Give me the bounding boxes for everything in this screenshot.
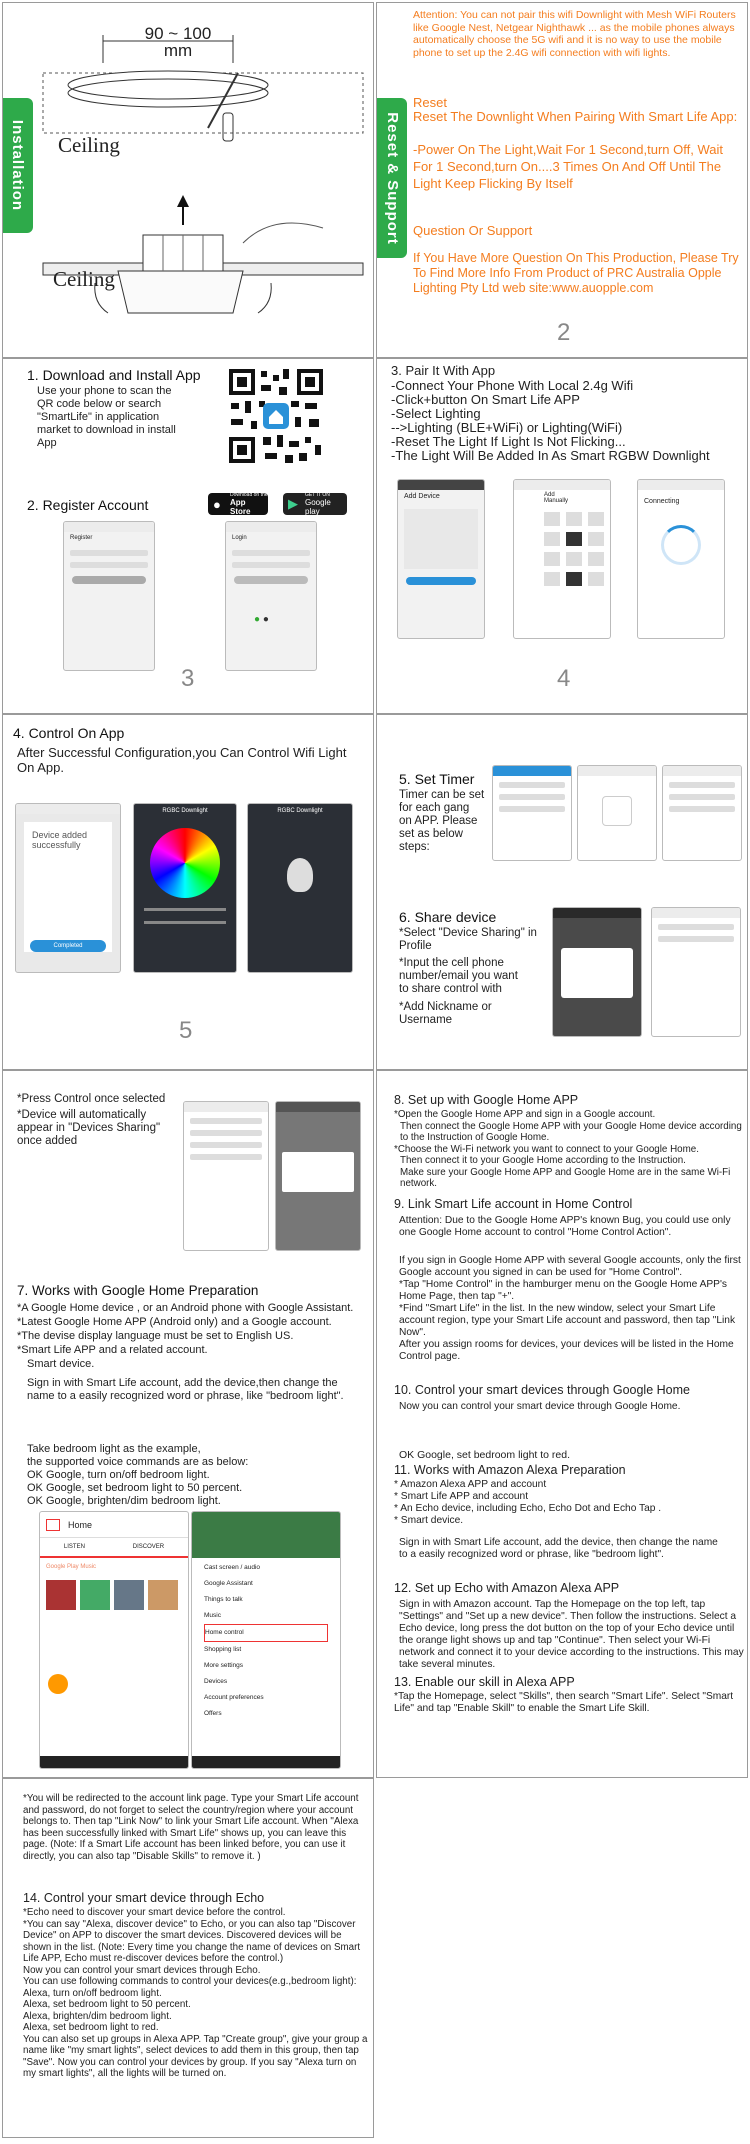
timer-screen-2 bbox=[577, 765, 657, 861]
timer-screen-1 bbox=[492, 765, 572, 861]
auto-appear-note: *Device will automatically appear in "Devices Sharing" once added bbox=[17, 1109, 161, 1147]
share-screen-2 bbox=[651, 907, 741, 1037]
apple-icon: ● bbox=[213, 497, 221, 512]
add-manually-screen: Add Manually bbox=[513, 479, 611, 639]
s9-attention: Attention: Due to the Google Home APP's known Bug, you could use only one Google Home account to control "Home Control Action". bbox=[399, 1215, 731, 1238]
s11-sign-in: Sign in with Smart Life account, add the device, then change the name to a easily recognized word or phrase, like "bedroom light". bbox=[399, 1537, 718, 1560]
installation-diagram bbox=[33, 13, 373, 353]
progress-ring bbox=[661, 525, 701, 565]
share-step-2: *Input the cell phone number/email you want to share control with bbox=[399, 957, 518, 995]
menu-icon[interactable] bbox=[46, 1519, 60, 1531]
voice-commands-example: Take bedroom light as the example, the supported voice commands are as below: OK Google, turn on/off bedroom light. OK Google, set bedroom light to 50 percent. OK Google, brighten/dim bedroom light. bbox=[27, 1443, 249, 1507]
pair-panel bbox=[376, 358, 748, 714]
tab-discover[interactable]: DISCOVER bbox=[132, 1544, 165, 1550]
page-number: 3 bbox=[181, 665, 195, 692]
page-number: 2 bbox=[557, 319, 571, 346]
control-desc: After Successful Configuration,you Can Control Wifi Light On App. bbox=[17, 745, 347, 775]
bulb-icon bbox=[287, 858, 313, 892]
menu-item-assistant[interactable]: Google Assistant bbox=[204, 1580, 253, 1587]
s12-body: Sign in with Amazon account. Tap the Homepage on the top left, tap "Settings" and "Set up a new device". Then follow the instructions. Select a Echo device, long press the dot button on the top of your Echo device until the orange light shows up and tap "Continue". Then select your Wi-Fi network and connect it to your device according to the instructions. This may take several minutes. bbox=[399, 1599, 744, 1670]
s13-title: 13. Enable our skill in Alexa APP bbox=[394, 1675, 575, 1689]
gh-sign-in: Sign in with Smart Life account, add the device,then change the name to a easily recognized word or phrase, like "bedroom light". bbox=[27, 1377, 344, 1402]
s11-list: * Amazon Alexa APP and account * Smart Life APP and account * An Echo device, including Echo, Echo Dot and Echo Tap . * Smart device. bbox=[394, 1479, 662, 1526]
google-play-badge[interactable]: ▶ GET IT ON Google play bbox=[283, 493, 347, 515]
download-title: 1. Download and Install App bbox=[27, 367, 201, 383]
menu-item-things[interactable]: Things to talk bbox=[204, 1596, 243, 1603]
reset-support-tab: Reset & Support bbox=[377, 98, 407, 258]
color-wheel[interactable] bbox=[150, 828, 220, 898]
pair-title: 3. Pair It With App bbox=[391, 363, 496, 378]
timer-share-panel bbox=[376, 714, 748, 1070]
menu-item-music[interactable]: Music bbox=[204, 1612, 221, 1619]
question-title: Question Or Support bbox=[413, 223, 533, 238]
s14-body: *Echo need to discover your smart device before the control. *You can say "Alexa, discover device" to Echo, or you can also tap "Discover Device" on APP to discover the smart devices. Discovered devices will be shown in the list. (Note: Every time you change the name of devices on Smart Life APP, Echo must re-discover devices before the control.) Now you can control your smart devices through Echo. You can use following commands to control your devices(e.g.,bedroom light): Alexa, turn on/off bedroom light. Alexa, set bedroom light to 50 percent. Alexa, brighten/dim bedroom light. Alexa, set bedroom light to red. You can also set up groups in Alexa APP. Tap "Create group", give your group a name like "my smart lights", select devices to add them in this group, then tap "Save". Now you can control your devices by group. If you say "Alexa turn on my smart lights", all the lights will be turned on. bbox=[23, 1907, 368, 2079]
register-title: 2. Register Account bbox=[27, 497, 149, 513]
device-added-screen: Device added successfully Completed bbox=[15, 803, 121, 973]
menu-item-home-control[interactable]: Home control bbox=[204, 1624, 328, 1642]
sharing-screen-1 bbox=[183, 1101, 269, 1251]
attention-note: Attention: You can not pair this wifi Downlight with Mesh WiFi Routers like Google Nest, Netgear Nighthawk ... as the mobile phones always automatically choose the 5G wifi and it is no way to use the mobile phone to set up the 2.4G wifi connection with wifi lights. bbox=[413, 9, 736, 59]
ok-google-example: OK Google, set bedroom light to red. bbox=[399, 1449, 571, 1461]
google-home-screen: Home LISTEN DISCOVER Google Play Music bbox=[39, 1511, 189, 1769]
wechat-icon: ● ● bbox=[254, 614, 269, 625]
menu-item-devices[interactable]: Devices bbox=[204, 1678, 228, 1685]
gh-prep-title: 7. Works with Google Home Preparation bbox=[17, 1283, 259, 1298]
share-step-1: *Select "Device Sharing" in Profile bbox=[399, 927, 537, 952]
google-home-prep-panel bbox=[2, 1070, 374, 1778]
s8-steps: *Open the Google Home APP and sign in a Google account. Then connect the Google Home APP with your Google Home device according to the Instruction of Google Home. *Choose the Wi-Fi network you want to connect to your Google Home. Then connect it to your Google Home according to the Instruction. Make sure your Google Home APP and Google Home are in the same Wi-Fi network. bbox=[394, 1109, 742, 1189]
share-screen-1 bbox=[552, 907, 642, 1037]
gh-prep-list: *A Google Home device , or an Android phone with Google Assistant. *Latest Google Home APP (Android only) and a Google account. *The devise display language must be set to English US. *Smart Life APP and a related account. Smart device. bbox=[17, 1302, 354, 1370]
white-light-screen: RGBC Downlight bbox=[247, 803, 353, 973]
sharing-screen-2 bbox=[275, 1101, 361, 1251]
menu-item-cast[interactable]: Cast screen / audio bbox=[204, 1564, 261, 1571]
add-device-screen: Add Device bbox=[397, 479, 485, 639]
page-number: 4 bbox=[557, 665, 571, 692]
echo-control-panel bbox=[2, 1778, 374, 2138]
page-number: 5 bbox=[179, 1017, 193, 1044]
timer-title: 5. Set Timer bbox=[399, 771, 475, 787]
reset-steps: -Power On The Light,Wait For 1 Second,turn Off, Wait For 1 Second,turn On....3 Times On And Off Until The Light Keep Flicking By Itself bbox=[413, 142, 723, 191]
ceiling-label-bottom: Ceiling bbox=[53, 267, 115, 291]
installation-tab: Installation bbox=[3, 98, 33, 233]
installation-panel bbox=[2, 2, 374, 358]
reset-support-panel bbox=[376, 2, 748, 358]
qr-code[interactable] bbox=[225, 365, 327, 467]
timer-screen-3 bbox=[662, 765, 742, 861]
question-body: If You Have More Question On This Production, Please Try To Find More Info From Product of PRC Australia Opple Lighting Pty Ltd web site:www.auopple.com bbox=[413, 251, 739, 295]
s9-steps: If you sign in Google Home APP with several Google accounts, only the first Google account you signed in can be used for "Home Control". *Tap "Home Control" in the hamburger menu on the Google Home APP's Home Page, then tap "+". *Find "Smart Life" in the list. In the new window, select your Smart Life account region, type your Smart Life account and password, then tap "Link Now". After you assign rooms for devices, your devices will be listed in the Home Control page. bbox=[399, 1255, 741, 1362]
color-wheel-screen: RGBC Downlight bbox=[133, 803, 237, 973]
s10-title: 10. Control your smart devices through Google Home bbox=[394, 1383, 690, 1397]
menu-item-account[interactable]: Account preferences bbox=[204, 1694, 264, 1701]
login-screen: Login ● ● bbox=[225, 521, 317, 671]
google-home-menu-screen bbox=[191, 1511, 341, 1769]
dimension-label: 90 ~ 100 mm bbox=[144, 24, 212, 60]
google-alexa-setup-panel bbox=[376, 1070, 748, 1778]
share-title: 6. Share device bbox=[399, 909, 497, 925]
app-store-badge[interactable]: ● Download on the App Store bbox=[208, 493, 268, 515]
reset-subtitle: Reset The Downlight When Pairing With Smart Life App: bbox=[413, 109, 738, 124]
ceiling-label-top: Ceiling bbox=[58, 133, 120, 157]
register-screen: Register bbox=[63, 521, 155, 671]
download-desc: Use your phone to scan the QR code below or search "SmartLife" in application market to download in install App bbox=[37, 385, 176, 449]
share-step-3: *Add Nickname or Username bbox=[399, 1001, 492, 1026]
press-control-note: *Press Control once selected bbox=[17, 1093, 166, 1105]
s11-title: 11. Works with Amazon Alexa Preparation bbox=[394, 1463, 626, 1477]
s9-title: 9. Link Smart Life account in Home Control bbox=[394, 1197, 633, 1211]
s8-title: 8. Set up with Google Home APP bbox=[394, 1093, 579, 1107]
s12-title: 12. Set up Echo with Amazon Alexa APP bbox=[394, 1581, 620, 1595]
s14-title: 14. Control your smart device through Echo bbox=[23, 1891, 265, 1905]
menu-item-shopping[interactable]: Shopping list bbox=[204, 1646, 242, 1653]
completed-button[interactable]: Completed bbox=[30, 940, 106, 952]
pair-steps: -Connect Your Phone With Local 2.4g Wifi -Click+button On Smart Life APP -Select Lighting -->Lighting (BLE+WiFi) or Lighting(WiFi) -Reset The Light If Light Is Not Flicking... -The Light Will Be Added In As Smart RGBW Downlight bbox=[391, 378, 710, 463]
control-app-panel bbox=[2, 714, 374, 1070]
timer-desc: Timer can be set for each gang on APP. Please set as below steps: bbox=[399, 789, 485, 853]
menu-item-offers[interactable]: Offers bbox=[204, 1710, 222, 1717]
account-link-note: *You will be redirected to the account link page. Type your Smart Life account and password, do not forget to select the country/region where your account belongs to. Then tap "Link Now" to link your Smart Life account. When "Alexa has been successfully linked with Smart Life" shows up, you can leave this page. (Note: If a Smart Life account has been linked before, you can use it directly, you can also tap "Disable Skills" to remove it. ) bbox=[23, 1793, 359, 1862]
s13-body: *Tap the Homepage, select "Skills", then search "Smart Life". Select "Smart Life" and tap "Enable Skill" to enable the Smart Life Skill. bbox=[394, 1691, 734, 1714]
reset-title: Reset bbox=[413, 95, 447, 110]
s10-body: Now you can control your smart device through Google Home. bbox=[399, 1401, 681, 1412]
play-icon: ▶ bbox=[288, 496, 298, 511]
connecting-screen: Connecting bbox=[637, 479, 725, 639]
download-register-panel bbox=[2, 358, 374, 714]
menu-item-settings[interactable]: More settings bbox=[204, 1662, 244, 1669]
control-title: 4. Control On App bbox=[13, 725, 125, 741]
tab-listen[interactable]: LISTEN bbox=[63, 1544, 85, 1550]
